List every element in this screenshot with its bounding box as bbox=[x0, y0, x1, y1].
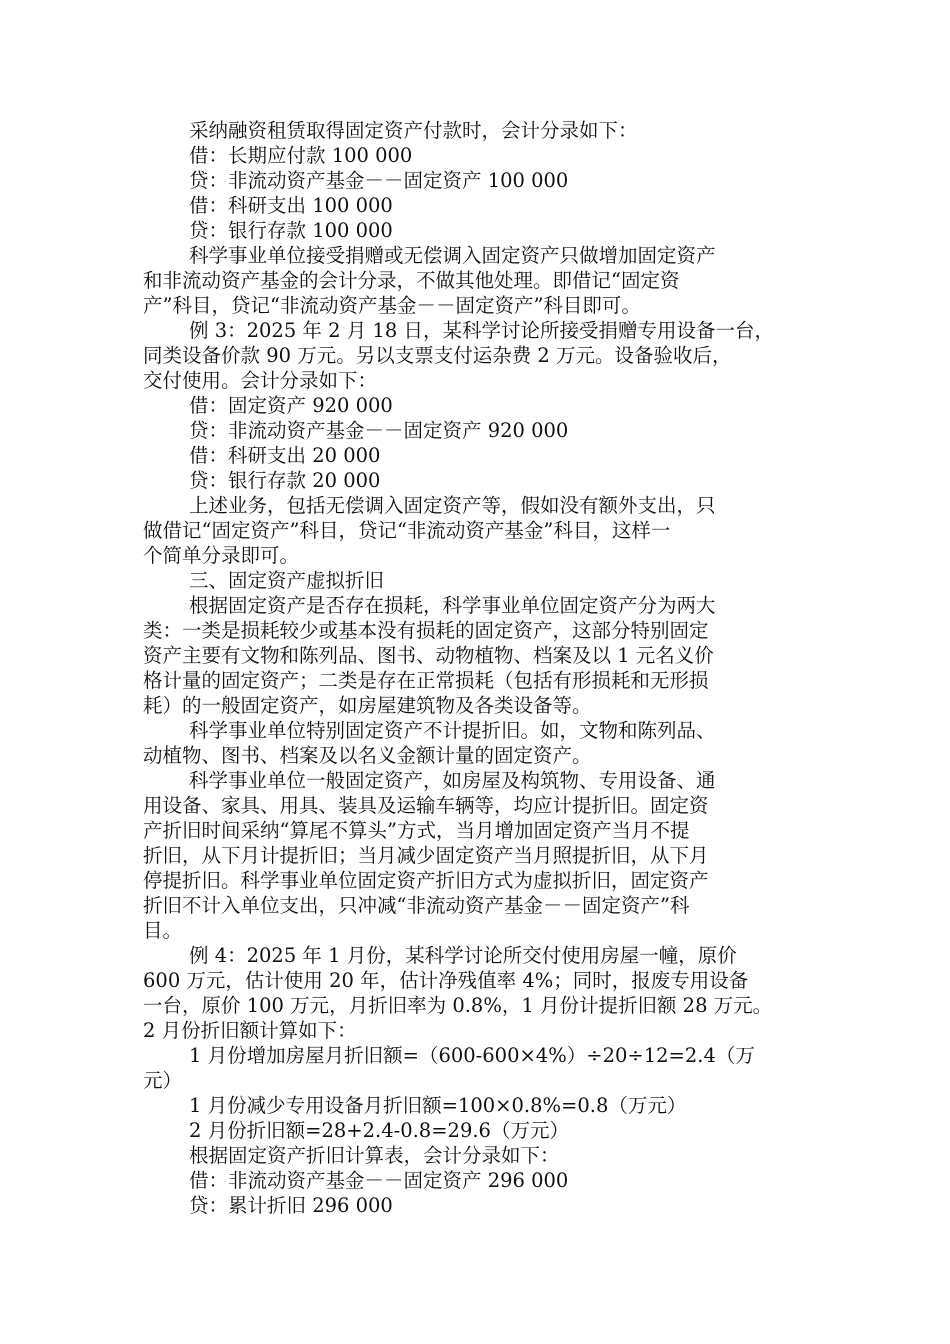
text-line: 采纳融资租赁取得固定资产付款时，会计分录如下： bbox=[189, 119, 638, 142]
text-line: 1 月份增加房屋月折旧额=（600-600×4%）÷20÷12=2.4（万 bbox=[189, 1044, 755, 1067]
text-line: 根据固定资产折旧计算表，会计分录如下： bbox=[189, 1144, 560, 1167]
text-line: 1 月份减少专用设备月折旧额=100×0.8%=0.8（万元） bbox=[189, 1094, 687, 1117]
text-line: 贷：累计折旧 296 000 bbox=[189, 1194, 393, 1217]
text-line: 产”科目，贷记“非流动资产基金－－固定资产”科目即可。 bbox=[143, 294, 641, 317]
text-line: 600 万元，估计使用 20 年，估计净残值率 4%；同时，报废专用设备 bbox=[143, 969, 749, 992]
text-line: 借：长期应付款 100 000 bbox=[189, 144, 413, 167]
text-line: 贷：银行存款 20 000 bbox=[189, 469, 381, 492]
text-line: 动植物、图书、档案及以名义金额计量的固定资产。 bbox=[143, 744, 592, 767]
text-line: 产折旧时间采纳“算尾不算头”方式，当月增加固定资产当月不提 bbox=[143, 819, 690, 842]
text-line: 交付使用。会计分录如下： bbox=[143, 369, 378, 392]
text-line: 个简单分录即可。 bbox=[143, 544, 300, 567]
text-line: 耗）的一般固定资产，如房屋建筑物及各类设备等。 bbox=[143, 694, 592, 717]
text-line: 做借记“固定资产”科目，贷记“非流动资产基金”科目，这样一 bbox=[143, 519, 671, 542]
text-line: 例 4：2025 年 1 月份，某科学讨论所交付使用房屋一幢，原价 bbox=[189, 944, 737, 967]
text-line: 折旧不计入单位支出，只冲减“非流动资产基金－－固定资产”科 bbox=[143, 894, 690, 917]
text-line: 折旧，从下月计提折旧；当月减少固定资产当月照提折旧，从下月 bbox=[143, 844, 709, 867]
text-line: 借：科研支出 20 000 bbox=[189, 444, 381, 467]
text-line: 根据固定资产是否存在损耗，科学事业单位固定资产分为两大 bbox=[189, 594, 716, 617]
text-line: 借：科研支出 100 000 bbox=[189, 194, 393, 217]
text-line: 用设备、家具、用具、装具及运输车辆等，均应计提折旧。固定资 bbox=[143, 794, 709, 817]
text-line: 格计量的固定资产；二类是存在正常损耗（包括有形损耗和无形损 bbox=[143, 669, 709, 692]
text-line: 类：一类是损耗较少或基本没有损耗的固定资产，这部分特别固定 bbox=[143, 619, 709, 642]
text-line: 贷：非流动资产基金－－固定资产 100 000 bbox=[189, 169, 569, 192]
text-line: 科学事业单位特别固定资产不计提折旧。如，文物和陈列品、 bbox=[189, 719, 716, 742]
text-line: 资产主要有文物和陈列品、图书、动物植物、档案及以 1 元名义价 bbox=[143, 644, 714, 667]
text-line: 一台，原价 100 万元，月折旧率为 0.8%，1 月份计提折旧额 28 万元。 bbox=[143, 994, 773, 1017]
document-body bbox=[143, 118, 808, 1218]
text-line: 目。 bbox=[143, 919, 183, 942]
text-line: 例 3：2025 年 2 月 18 日，某科学讨论所接受捐赠专用设备一台， bbox=[189, 319, 774, 342]
text-line: 借：固定资产 920 000 bbox=[189, 394, 393, 417]
text-line: 科学事业单位接受捐赠或无偿调入固定资产只做增加固定资产 bbox=[189, 244, 716, 267]
text-line: 上述业务，包括无偿调入固定资产等，假如没有额外支出，只 bbox=[189, 494, 716, 517]
text-line: 停提折旧。科学事业单位固定资产折旧方式为虚拟折旧，固定资产 bbox=[143, 869, 709, 892]
text-line: 借：非流动资产基金－－固定资产 296 000 bbox=[189, 1169, 569, 1192]
text-line: 三、固定资产虚拟折旧 bbox=[189, 569, 385, 592]
text-line: 2 月份折旧额=28+2.4-0.8=29.6（万元） bbox=[189, 1119, 569, 1142]
text-line: 科学事业单位一般固定资产，如房屋及构筑物、专用设备、通 bbox=[189, 769, 716, 792]
text-line: 贷：银行存款 100 000 bbox=[189, 219, 393, 242]
text-line: 2 月份折旧额计算如下： bbox=[143, 1019, 357, 1042]
text-line: 贷：非流动资产基金－－固定资产 920 000 bbox=[189, 419, 569, 442]
text-line: 元） bbox=[143, 1069, 183, 1092]
text-line: 和非流动资产基金的会计分录，不做其他处理。即借记“固定资 bbox=[143, 269, 680, 292]
text-line: 同类设备价款 90 万元。另以支票支付运杂费 2 万元。设备验收后， bbox=[143, 344, 732, 367]
